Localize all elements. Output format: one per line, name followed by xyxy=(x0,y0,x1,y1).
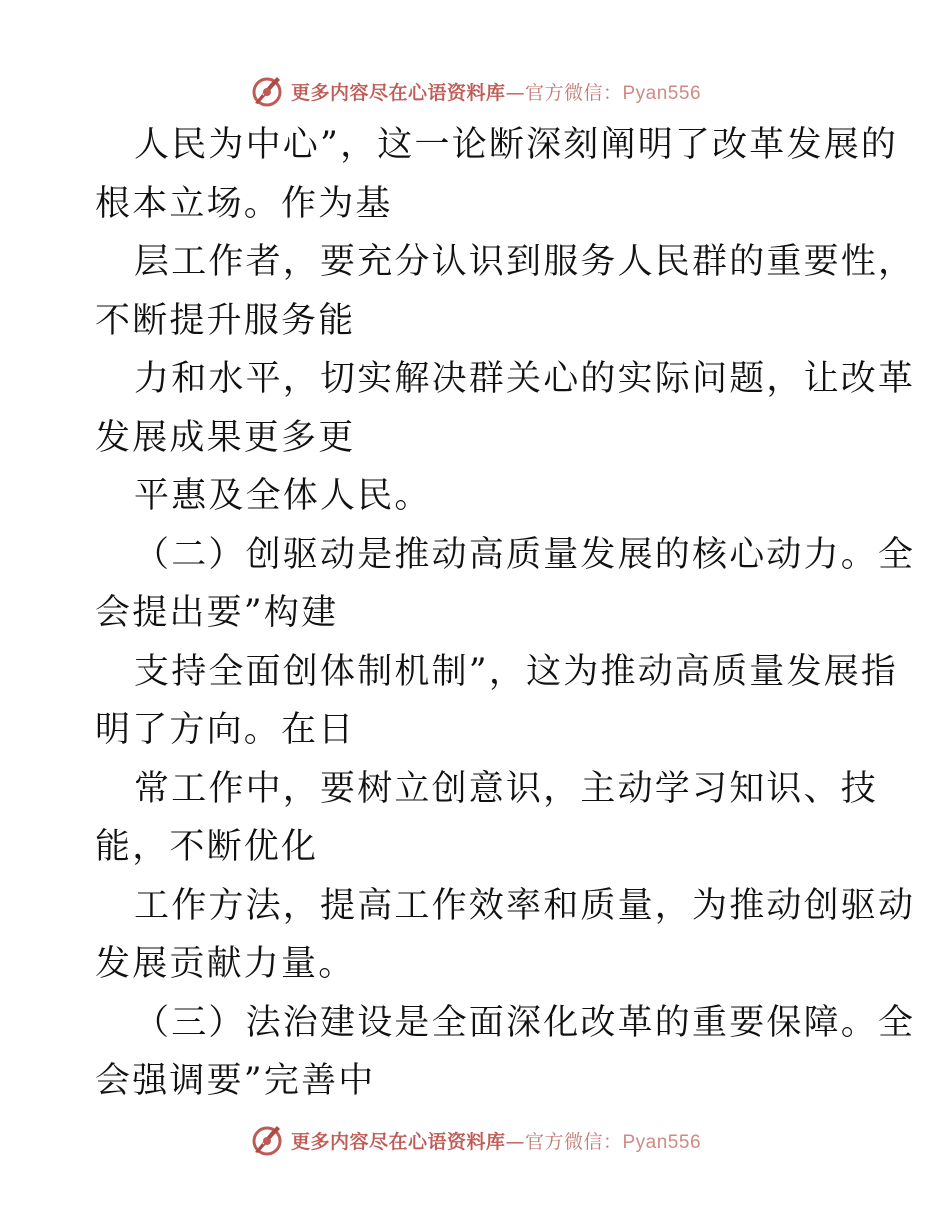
footer-watermark xyxy=(0,1118,950,1162)
watermark-group xyxy=(249,1122,701,1158)
text-line: 会提出要”构建 xyxy=(95,593,339,633)
text-line: 常工作中，要树立创意识，主动学习知识、技 xyxy=(134,768,879,809)
watermark-main-text: 更多内容尽在心语资料库 xyxy=(290,1130,506,1153)
watermark-wechat-id: Pyan556 xyxy=(622,1131,702,1153)
watermark-dash: — xyxy=(505,1130,525,1153)
paragraph xyxy=(95,994,916,1111)
watermark-wechat-label: 官方微信： xyxy=(524,1130,623,1153)
text-line: （二）创驱动是推动高质量发展的核心动力。全 xyxy=(134,534,916,575)
watermark-text xyxy=(291,1127,701,1154)
watermark-text xyxy=(291,78,701,105)
text-line: 发展贡献力量。 xyxy=(95,944,356,984)
watermark-dash: — xyxy=(505,81,525,104)
fountain-pen-logo-icon xyxy=(249,73,285,109)
text-line: 发展成果更多更 xyxy=(95,417,356,458)
text-line: 会强调要”完善中 xyxy=(95,1061,376,1101)
paragraph xyxy=(95,233,916,350)
paragraph xyxy=(95,526,916,643)
text-line: 明了方向。在日 xyxy=(95,710,356,750)
header-watermark xyxy=(0,69,950,113)
paragraph xyxy=(95,877,916,994)
document-body xyxy=(95,116,916,1111)
text-line: 力和水平，切实解决群关心的实际问题，让改革 xyxy=(134,359,916,399)
text-line: 支持全面创体制机制”，这为推动高质量发展指 xyxy=(134,651,899,692)
fountain-pen-logo-icon xyxy=(249,1122,285,1158)
paragraph xyxy=(95,350,916,467)
text-line: 平惠及全体人民。 xyxy=(134,476,432,516)
paragraph xyxy=(95,760,879,877)
paragraph xyxy=(95,643,899,760)
text-line: 层工作者，要充分认识到服务人民群的重要性， xyxy=(134,242,916,282)
text-line: （三）法治建设是全面深化改革的重要保障。全 xyxy=(134,1002,916,1043)
paragraph xyxy=(95,116,899,233)
text-line: 工作方法，提高工作效率和质量，为推动创驱动 xyxy=(134,885,916,926)
watermark-wechat-id: Pyan556 xyxy=(622,82,702,104)
watermark-main-text: 更多内容尽在心语资料库 xyxy=(290,81,506,104)
text-line: 不断提升服务能 xyxy=(95,300,356,341)
watermark-group xyxy=(249,73,701,109)
paragraph xyxy=(95,467,875,526)
watermark-wechat-label: 官方微信： xyxy=(524,81,623,104)
text-line: 根本立场。作为基 xyxy=(95,183,393,224)
text-line: 能，不断优化 xyxy=(95,827,319,867)
text-line: 人民为中心”，这一论断深刻阐明了改革发展的 xyxy=(134,125,899,165)
